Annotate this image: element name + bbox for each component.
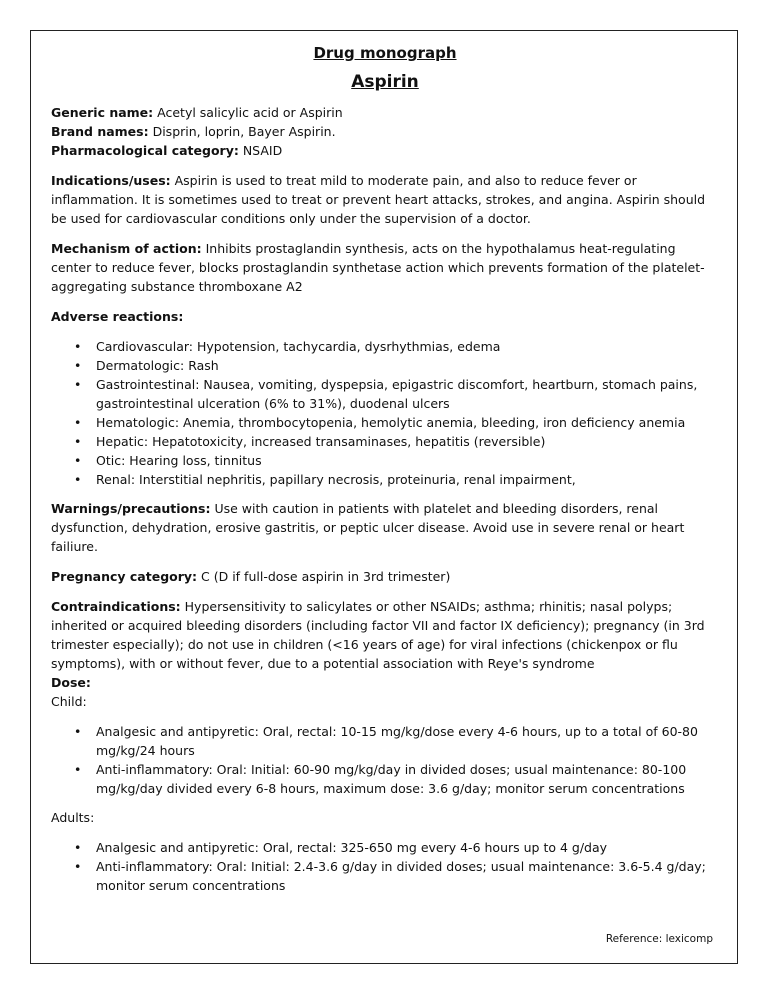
list-item — [74, 838, 719, 857]
list-item — [74, 432, 719, 451]
list-item — [74, 451, 719, 470]
bullet-icon: • — [74, 415, 82, 430]
list-item — [74, 356, 719, 375]
contraindications-paragraph — [51, 597, 719, 673]
dose-label: Dose: — [51, 675, 91, 690]
adverse-heading — [51, 307, 719, 326]
document-frame — [30, 30, 738, 964]
bullet-icon: • — [74, 358, 82, 373]
indications-text: Aspirin is used to treat mild to moderate pain, and also to reduce fever or inflammation. It is sometimes used to treat or prevent heart attacks, strokes, and angina. Aspirin should be used for cardiovascular conditions only under the supervision of a doctor. — [51, 173, 706, 226]
pregnancy-paragraph — [51, 567, 719, 586]
mechanism-paragraph — [51, 239, 719, 296]
document-title: Drug monograph — [313, 44, 457, 62]
list-item-text: Analgesic and antipyretic: Oral, rectal: 10-15 mg/kg/dose every 4-6 hours, up to a total of 60-80 mg/kg/24 hours — [96, 724, 698, 758]
category-value: NSAID — [238, 143, 283, 158]
pregnancy-label: Pregnancy category: — [51, 569, 198, 584]
bullet-icon: • — [74, 859, 82, 874]
list-item — [74, 760, 719, 798]
category-label: Pharmacological category: — [51, 143, 239, 158]
bullet-icon: • — [74, 453, 82, 468]
list-item-text: Renal: Interstitial nephritis, papillary necrosis, proteinuria, renal impairment, — [96, 472, 576, 487]
document-content — [51, 43, 719, 905]
list-item-text: Hepatic: Hepatotoxicity, increased transaminases, hepatitis (reversible) — [96, 434, 546, 449]
bullet-icon: • — [74, 434, 82, 449]
list-item — [74, 337, 719, 356]
reference-note: Reference: lexicomp — [605, 933, 713, 945]
list-item-text: Dermatologic: Rash — [96, 358, 219, 373]
bullet-icon: • — [74, 472, 82, 487]
adult-dose-list — [51, 838, 719, 895]
warnings-text: Use with caution in patients with platelet and bleeding disorders, renal dysfunction, dehydration, erosive gastritis, or peptic ulcer disease. Avoid use in severe renal or heart failiure. — [51, 501, 685, 554]
list-item — [74, 375, 719, 413]
list-item-text: Otic: Hearing loss, tinnitus — [96, 453, 262, 468]
mechanism-text: Inhibits prostaglandin synthesis, acts on the hypothalamus heat-regulating center to reduce fever, blocks prostaglandin synthetase action which prevents formation of the platelet-aggregating substance thromboxane A2 — [51, 241, 705, 294]
generic-name-label: Generic name: — [51, 105, 154, 120]
contraindications-text: Hypersensitivity to salicylates or other NSAIDs; asthma; rhinitis; nasal polyps; inherited or acquired bleeding disorders (including factor VII and factor IX deficiency); pregnancy (in 3rd trimester especially); do not use in children (<16 years of age) for viral infections (chickenpox or flu symptoms), with or without fever, due to a potential association with Reye's syndrome — [51, 599, 705, 671]
list-item-text: Analgesic and antipyretic: Oral, rectal: 325-650 mg every 4-6 hours up to 4 g/day — [96, 840, 608, 855]
pregnancy-text: C (D if full-dose aspirin in 3rd trimester) — [197, 569, 451, 584]
brand-names-line — [51, 122, 719, 141]
adverse-list — [51, 337, 719, 489]
identity-section — [51, 103, 719, 160]
brand-names-value: Disprin, loprin, Bayer Aspirin. — [148, 124, 336, 139]
bullet-icon: • — [74, 724, 82, 739]
category-line — [51, 141, 719, 160]
bullet-icon: • — [74, 377, 82, 392]
list-item-text: Gastrointestinal: Nausea, vomiting, dyspepsia, epigastric discomfort, heartburn, stomach pains, gastrointestinal ulceration (6% to 31%), duodenal ulcers — [96, 377, 698, 411]
list-item-text: Hematologic: Anemia, thrombocytopenia, hemolytic anemia, bleeding, iron deficiency anemia — [96, 415, 686, 430]
indications-paragraph — [51, 171, 719, 228]
list-item — [74, 413, 719, 432]
list-item — [74, 722, 719, 760]
child-dose-list — [51, 722, 719, 798]
warnings-label: Warnings/precautions: — [51, 501, 211, 516]
child-heading: Child: — [51, 694, 87, 709]
generic-name-value: Acetyl salicylic acid or Aspirin — [153, 105, 343, 120]
adverse-label: Adverse reactions: — [51, 309, 184, 324]
contraindications-label: Contraindications: — [51, 599, 181, 614]
list-item-text: Anti-inflammatory: Oral: Initial: 2.4-3.6 g/day in divided doses; usual maintenance: 3.6-5.4 g/day; monitor serum concentrations — [96, 859, 706, 893]
generic-name-line — [51, 103, 719, 122]
adults-heading: Adults: — [51, 810, 95, 825]
list-item — [74, 470, 719, 489]
list-item-text: Cardiovascular: Hypotension, tachycardia, dysrhythmias, edema — [96, 339, 501, 354]
dose-heading — [51, 673, 719, 692]
drug-title: Aspirin — [351, 72, 419, 92]
bullet-icon: • — [74, 840, 82, 855]
bullet-icon: • — [74, 762, 82, 777]
list-item — [74, 857, 719, 895]
mechanism-label: Mechanism of action: — [51, 241, 202, 256]
brand-names-label: Brand names: — [51, 124, 149, 139]
bullet-icon: • — [74, 339, 82, 354]
indications-label: Indications/uses: — [51, 173, 171, 188]
warnings-paragraph — [51, 499, 719, 556]
list-item-text: Anti-inflammatory: Oral: Initial: 60-90 mg/kg/day in divided doses; usual maintenance: 80-100 mg/kg/day divided every 6-8 hours, maximum dose: 3.6 g/day; monitor serum concentrations — [96, 762, 687, 796]
